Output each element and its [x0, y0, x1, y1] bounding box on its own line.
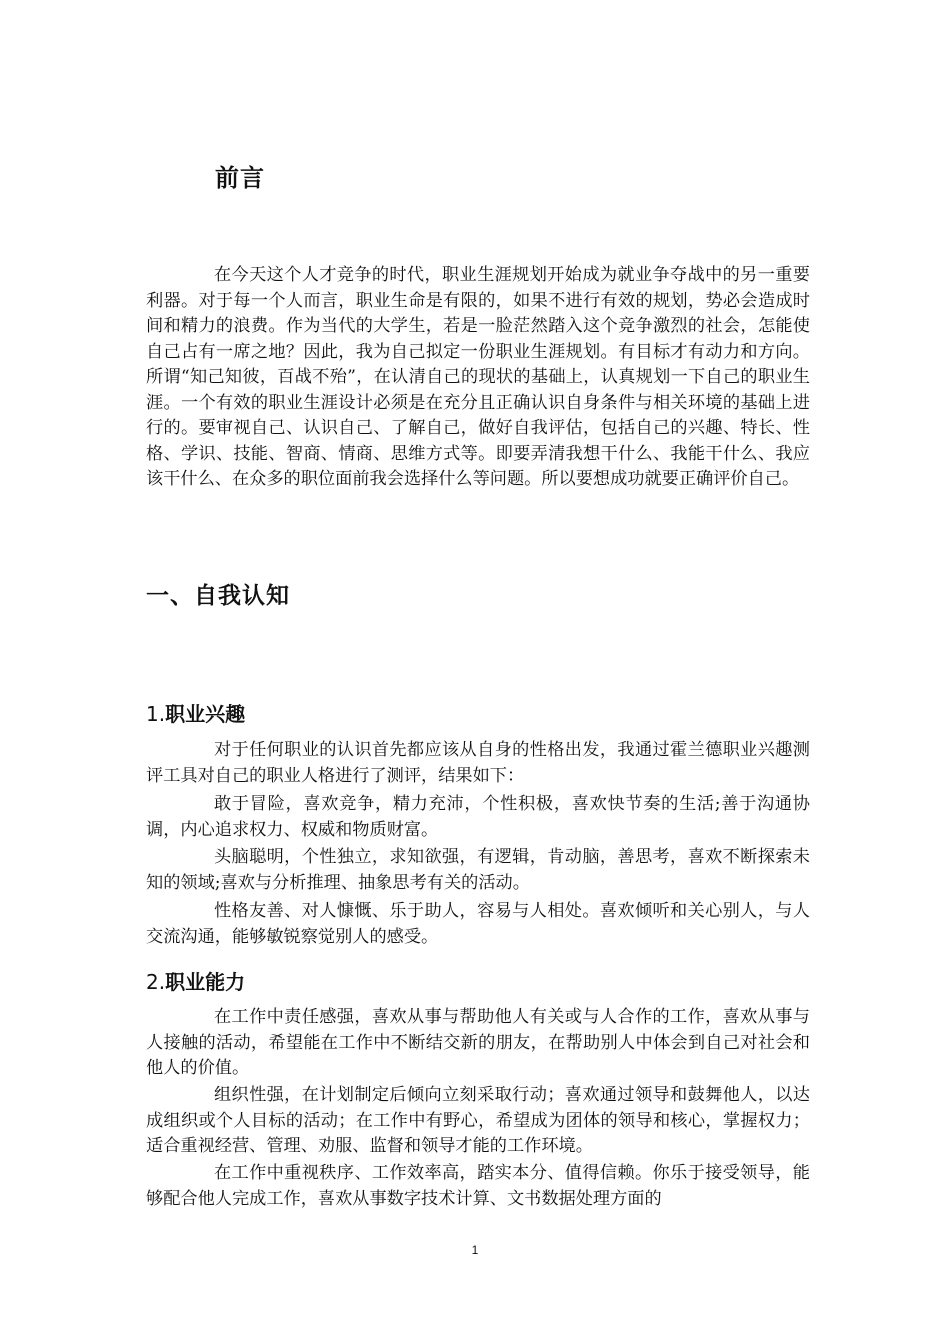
interest-paragraph: 头脑聪明，个性独立，求知欲强，有逻辑，肯动脑，善思考，喜欢不断探索未知的领域;喜欢与分析推理、抽象思考有关的活动。: [146, 847, 810, 893]
subsection-label: 职业能力: [165, 970, 246, 994]
subsection-number: 1.: [146, 702, 166, 726]
subsection-number: 2.: [146, 970, 166, 994]
preface-title: 前言: [215, 164, 265, 192]
ability-paragraph: 组织性强，在计划制定后倾向立刻采取行动；喜欢通过领导和鼓舞他人，以达成组织或个人目标的活动；在工作中有野心，希望成为团体的领导和核心，掌握权力；适合重视经营、管理、劝服、监督和领导才能的工作环境。: [146, 1085, 810, 1156]
interest-paragraph: 性格友善、对人慷慨、乐于助人，容易与人相处。喜欢倾听和关心别人，与人交流沟通，能够敏锐察觉别人的感受。: [146, 901, 810, 947]
subsection-title-career-ability: [146, 966, 245, 995]
ability-paragraph: 在工作中重视秩序、工作效率高，踏实本分、值得信赖。你乐于接受领导，能够配合他人完成工作，喜欢从事数字技术计算、文书数据处理方面的: [146, 1163, 810, 1209]
page-number: 1: [471, 1243, 479, 1257]
ability-paragraph: 在工作中责任感强，喜欢从事与帮助他人有关或与人合作的工作，喜欢从事与人接触的活动，希望能在工作中不断结交新的朋友，在帮助别人中体会到自己对社会和他人的价值。: [146, 1007, 810, 1078]
subsection-label: 职业兴趣: [165, 702, 246, 726]
section-title-self-awareness: 一、自我认知: [146, 583, 290, 609]
interest-paragraph: 敢于冒险，喜欢竞争，精力充沛，个性积极，喜欢快节奏的生活;善于沟通协调，内心追求权力、权威和物质财富。: [146, 794, 810, 840]
interest-paragraph: 对于任何职业的认识首先都应该从自身的性格出发，我通过霍兰德职业兴趣测评工具对自己的职业人格进行了测评，结果如下：: [146, 740, 810, 786]
preface-paragraph: 在今天这个人才竞争的时代，职业生涯规划开始成为就业争夺战中的另一重要利器。对于每一个人而言，职业生命是有限的，如果不进行有效的规划，势必会造成时间和精力的浪费。作为当代的大学生，若是一脸茫然踏入这个竞争激烈的社会，怎能使自己占有一席之地？因此，我为自己拟定一份职业生涯规划。有目标才有动力和方向。所谓“知己知彼，百战不殆”，在认清自己的现状的基础上，认真规划一下自己的职业生涯。一个有效的职业生涯设计必须是在充分且正确认识自身条件与相关环境的基础上进行的。要审视自己、认识自己、了解自己，做好自我评估，包括自己的兴趣、特长、性格、学识、技能、智商、情商、思维方式等。即要弄清我想干什么、我能干什么、我应该干什么、在众多的职位面前我会选择什么等问题。所以要想成功就要正确评价自己。: [146, 265, 810, 489]
subsection-title-career-interest: [146, 698, 245, 727]
